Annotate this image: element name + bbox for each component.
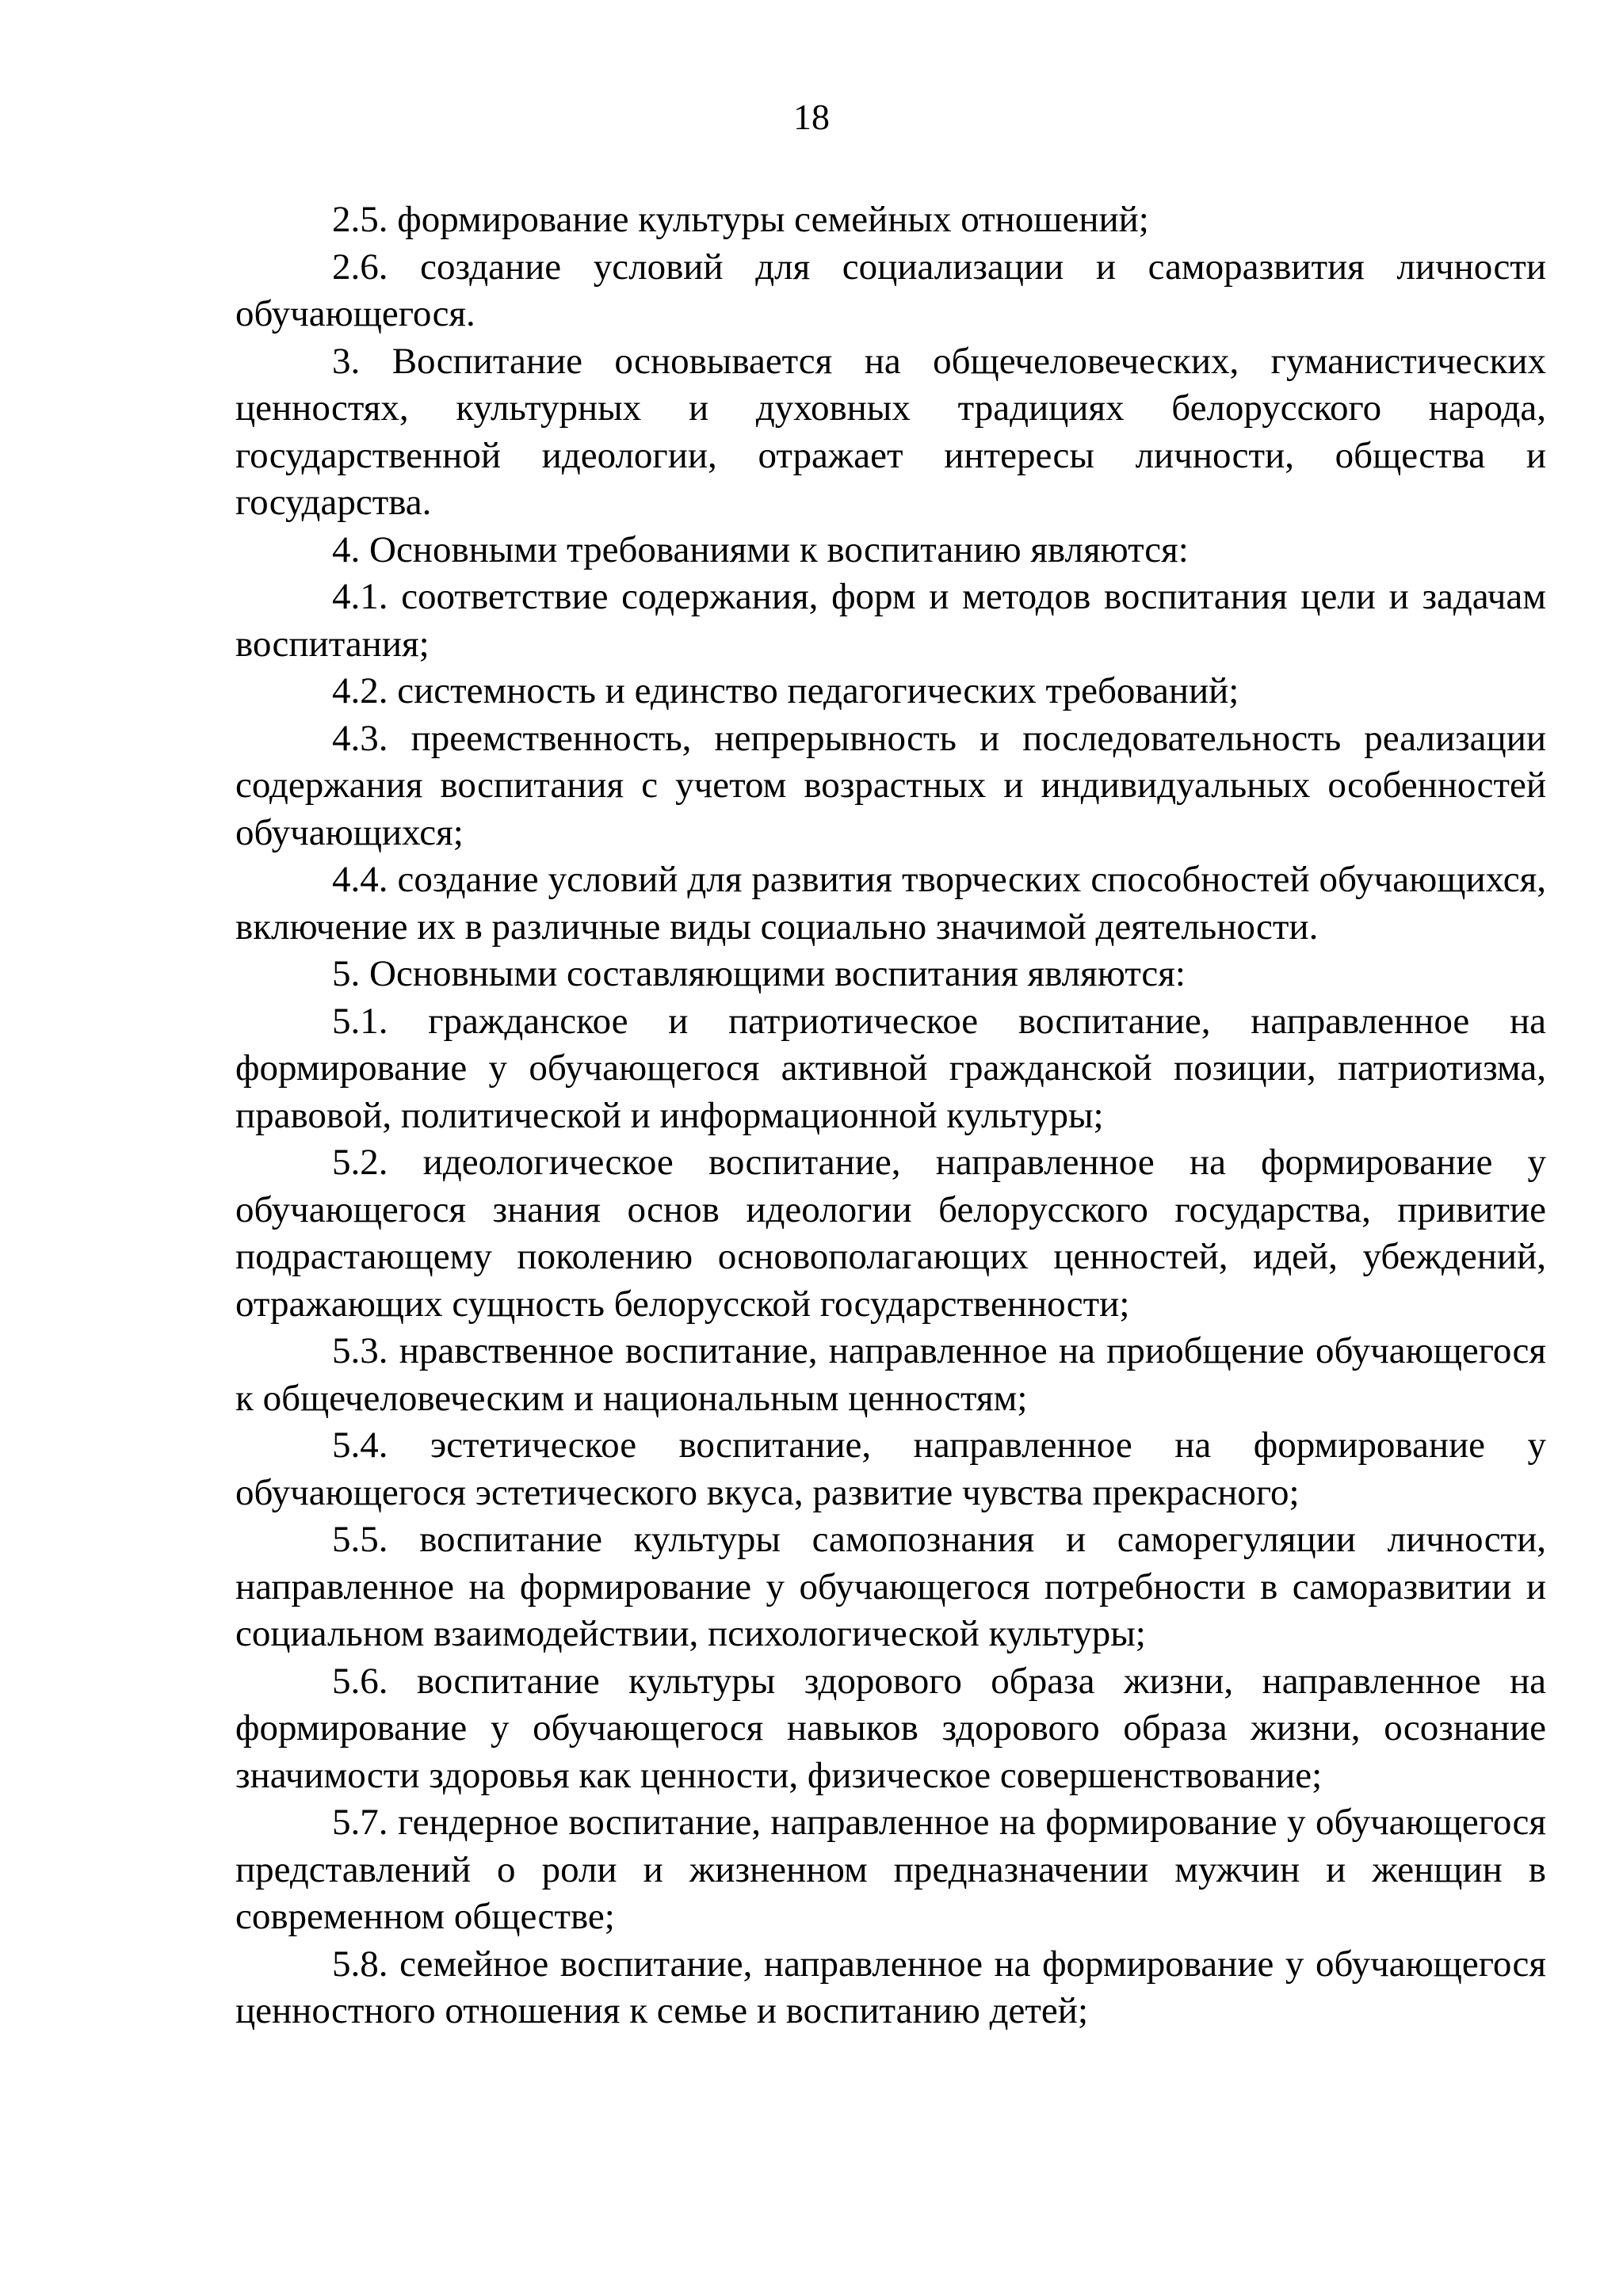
clause-text: преемственность, непрерывность и последовательность реализации содержания воспитания с учетом возрастных и индивидуальных особенностей обучающихся; (235, 717, 1546, 853)
paragraph-4-3 (235, 715, 1546, 857)
clause-text: гендерное воспитание, направленное на формирование у обучающегося представлений о роли и жизненном предназначении мужчин и женщин в современном обществе; (235, 1802, 1547, 1937)
clause-text: семейное воспитание, направленное на формирование у обучающегося ценностного отношения к семье и воспитанию детей; (235, 1943, 1546, 2031)
paragraph-5-3 (235, 1328, 1546, 1422)
clause-number: 5.2. (332, 1142, 388, 1183)
paragraph-5-1 (235, 998, 1546, 1140)
clause-number: 5.1. (332, 1000, 388, 1042)
paragraph-5-5 (235, 1516, 1546, 1658)
clause-text: системность и единство педагогических требований; (397, 670, 1239, 711)
clause-number: 5.3. (332, 1330, 388, 1371)
clause-text: воспитание культуры здорового образа жизни, направленное на формирование у обучающегося навыков здорового образа жизни, осознание значимости здоровья как ценности, физическое совершенствование; (235, 1660, 1546, 1796)
clause-text: соответствие содержания, форм и методов воспитания цели и задачам воспитания; (235, 576, 1547, 665)
paragraph-4-1 (235, 574, 1546, 668)
clause-number: 4.3. (332, 717, 388, 759)
paragraph-5-4 (235, 1422, 1546, 1516)
clause-text: Основными требованиями к воспитанию являются: (369, 528, 1189, 570)
clause-number: 4.4. (332, 859, 388, 900)
clause-text: идеологическое воспитание, направленное на формирование у обучающегося знания основ идеологии белорусского государства, привитие подрастающему поколению основополагающих ценностей, идей, убеждений, отражающих сущность белорусской государственности; (235, 1142, 1546, 1325)
clause-number: 4.2. (332, 670, 388, 711)
paragraph-5-2 (235, 1139, 1546, 1328)
clause-text: формирование культуры семейных отношений; (397, 199, 1149, 240)
clause-number: 4.1. (332, 576, 388, 617)
paragraph-4 (235, 527, 1546, 574)
paragraph-3 (235, 338, 1546, 527)
clause-text: гражданское и патриотическое воспитание, направленное на формирование у обучающегося активной гражданской позиции, патриотизма, правовой, политической и информационной культуры; (235, 1000, 1547, 1136)
paragraph-4-2 (235, 668, 1546, 715)
document-body (235, 196, 1546, 2035)
paragraph-2-6 (235, 244, 1546, 338)
clause-number: 3. (332, 340, 361, 382)
clause-number: 4. (332, 528, 361, 570)
clause-number: 5.6. (332, 1660, 388, 1702)
clause-text: создание условий для социализации и саморазвития личности обучающегося. (235, 246, 1546, 334)
paragraph-4-4 (235, 856, 1546, 951)
clause-text: Основными составляющими воспитания являются: (369, 953, 1186, 994)
clause-text: создание условий для развития творческих способностей обучающихся, включение их в различные виды социально значимой деятельности. (235, 859, 1546, 948)
clause-number: 2.5. (332, 199, 388, 240)
clause-number: 5.8. (332, 1943, 388, 1985)
clause-text: эстетическое воспитание, направленное на формирование у обучающегося эстетического вкуса, развитие чувства прекрасного; (235, 1425, 1546, 1513)
paragraph-5-6 (235, 1658, 1546, 1800)
clause-text: воспитание культуры самопознания и саморегуляции личности, направленное на формирование у обучающегося потребности в саморазвитии и социальном взаимодействии, психологической культуры; (235, 1519, 1546, 1654)
clause-text: нравственное воспитание, направленное на приобщение обучающегося к общечеловеческим и национальным ценностям; (235, 1330, 1547, 1419)
paragraph-5-8 (235, 1941, 1546, 2035)
clause-number: 5.4. (332, 1425, 388, 1466)
clause-number: 5.7. (332, 1802, 388, 1843)
clause-number: 5.5. (332, 1519, 388, 1560)
paragraph-2-5 (235, 196, 1546, 244)
paragraph-5-7 (235, 1799, 1546, 1941)
clause-text: Воспитание основывается на общечеловеческих, гуманистических ценностях, культурных и духовных традициях белорусского народа, государственной идеологии, отражает интересы личности, общества и государства. (235, 340, 1546, 523)
clause-number: 5. (332, 953, 361, 994)
paragraph-5 (235, 951, 1546, 998)
clause-number: 2.6. (332, 246, 388, 288)
page-number: 18 (793, 97, 830, 137)
